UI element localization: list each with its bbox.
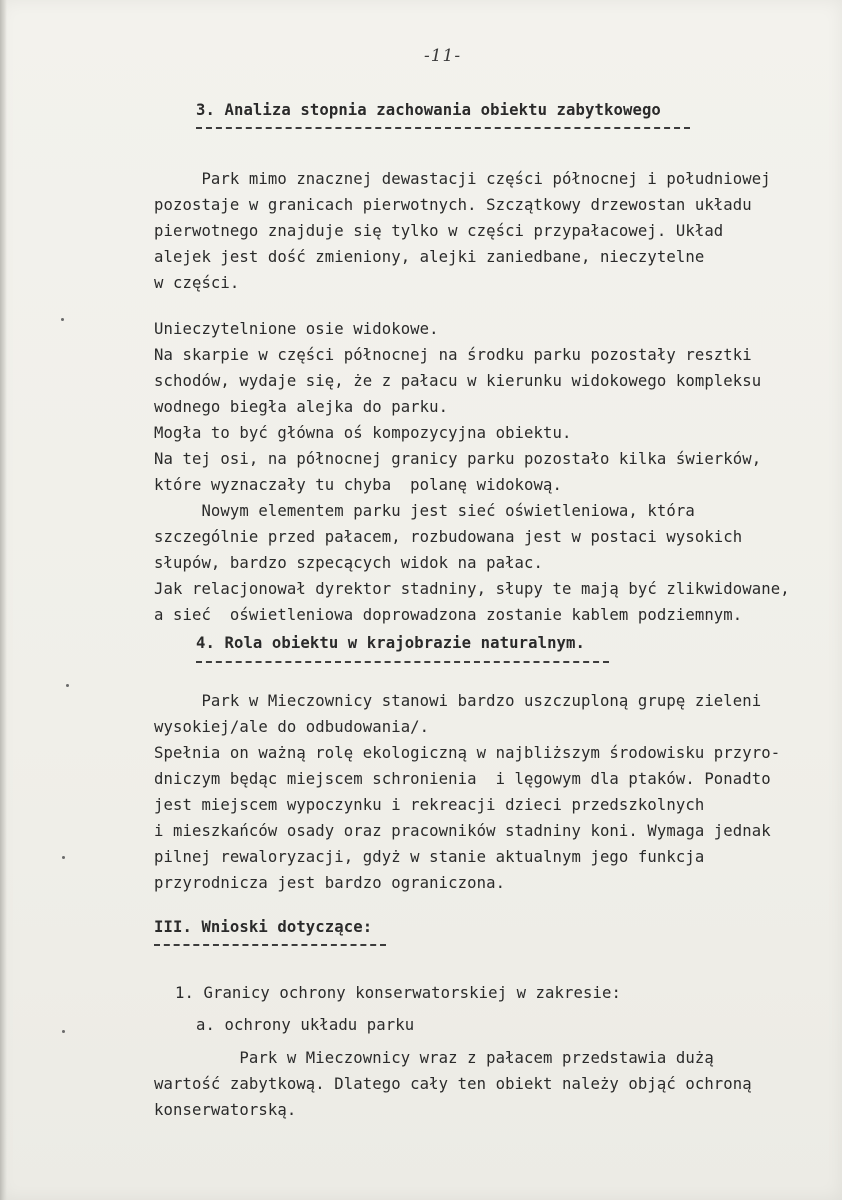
section-iii-heading: III. Wnioski dotyczące: [154, 918, 373, 936]
text-line: wartość zabytkową. Dlatego cały ten obiekt należy objąć ochroną [154, 1075, 752, 1093]
text-line: dniczym będąc miejscem schronienia i lęgowym dla ptaków. Ponadto [154, 770, 771, 788]
text-line: Na skarpie w części północnej na środku parku pozostały resztki [154, 346, 752, 364]
text-line: i mieszkańców osady oraz pracowników stadniny koni. Wymaga jednak [154, 822, 771, 840]
text-line: Na tej osi, na północnej granicy parku pozostało kilka świerków, [154, 450, 762, 468]
text-line: wodnego biegła alejka do parku. [154, 398, 449, 416]
section-3-heading: 3. Analiza stopnia zachowania obiektu zabytkowego [196, 101, 661, 119]
subsection-1a-heading: a. ochrony układu parku [196, 1016, 415, 1034]
page-edge-shadow [0, 0, 7, 1200]
text-line: schodów, wydaje się, że z pałacu w kierunku widokowego kompleksu [154, 372, 762, 390]
text-line: pierwotnego znajduje się tylko w części przypałacowej. Układ [154, 222, 724, 240]
text-line: Park mimo znacznej dewastacji części północnej i południowej [154, 170, 771, 188]
text-line: alejek jest dość zmieniony, alejki zaniedbane, nieczytelne [154, 248, 705, 266]
text-line: szczególnie przed pałacem, rozbudowana jest w postaci wysokich [154, 528, 743, 546]
text-line: wysokiej/ale do odbudowania/. [154, 718, 430, 736]
text-line: w części. [154, 274, 240, 292]
text-line: Park w Mieczownicy stanowi bardzo uszczuploną grupę zieleni [154, 692, 762, 710]
text-line: pozostaje w granicach pierwotnych. Szczątkowy drzewostan układu [154, 196, 752, 214]
text-line: konserwatorską. [154, 1101, 297, 1119]
section-iii-heading-underline [154, 944, 386, 946]
text-line: a sieć oświetleniowa doprowadzona zostanie kablem podziemnym. [154, 606, 743, 624]
text-line: słupów, bardzo szpecących widok na pałac. [154, 554, 544, 572]
page-number: -11- [424, 46, 462, 66]
text-line: pilnej rewaloryzacji, gdyż w stanie aktualnym jego funkcja [154, 848, 705, 866]
text-line: przyrodnicza jest bardzo ograniczona. [154, 874, 506, 892]
margin-speck [66, 684, 69, 687]
section-4-heading-underline [196, 661, 609, 663]
margin-speck [62, 1030, 65, 1033]
text-line: Spełnia on ważną rolę ekologiczną w najbliższym środowisku przyro- [154, 744, 781, 762]
text-line: które wyznaczały tu chyba polanę widokową. [154, 476, 562, 494]
text-line: Nowym elementem parku jest sieć oświetleniowa, która [154, 502, 695, 520]
text-line: Park w Mieczownicy wraz z pałacem przedstawia dużą [154, 1049, 714, 1067]
margin-speck [62, 856, 65, 859]
section-4-heading: 4. Rola obiektu w krajobrazie naturalnym. [196, 634, 586, 652]
text-line: Mogła to być główna oś kompozycyjna obiektu. [154, 424, 572, 442]
subsection-1-heading: 1. Granicy ochrony konserwatorskiej w zakresie: [175, 984, 621, 1002]
margin-speck [61, 318, 64, 321]
text-line: jest miejscem wypoczynku i rekreacji dzieci przedszkolnych [154, 796, 705, 814]
text-line: Jak relacjonował dyrektor stadniny, słupy te mają być zlikwidowane, [154, 580, 790, 598]
text-line: Unieczytelnione osie widokowe. [154, 320, 439, 338]
section-3-heading-underline [196, 127, 690, 129]
